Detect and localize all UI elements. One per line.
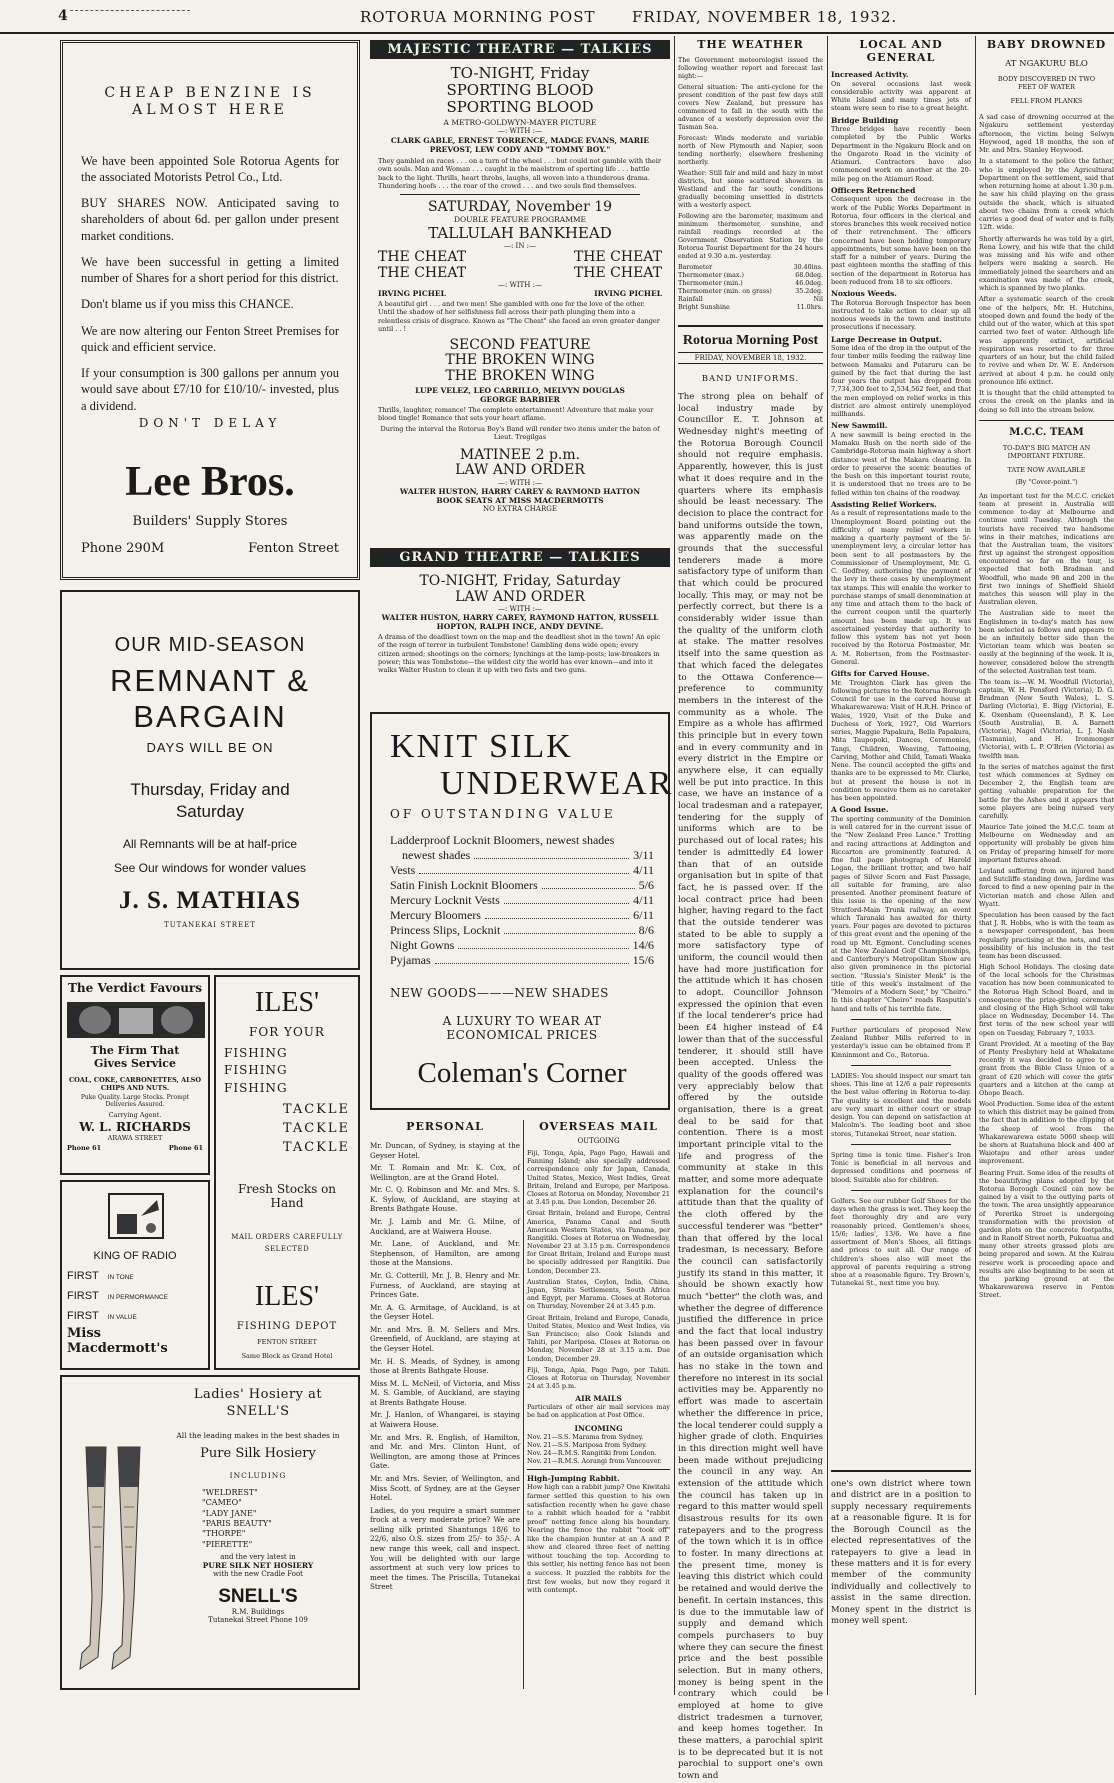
- iles-stocks: Fresh Stocks on Hand: [237, 1181, 337, 1211]
- radio-quality: IN VALUE: [107, 1314, 137, 1321]
- radio-row: [67, 1290, 203, 1302]
- cricket-para: Grant Provided. At a meeting of the Bay of Plenty Presbytery held at Whakatane recently it was decided to agree to a grant from the Bible Class Union of a grant of £20 which will cover the girls' quarters and a kitchen at the camp at Ohope Beach.: [979, 1039, 1114, 1097]
- weather-column: [678, 38, 823, 318]
- grand-film: LAW AND ORDER: [455, 589, 585, 605]
- majestic-law: LAW AND ORDER: [455, 462, 585, 479]
- verdict-firm: The Firm That Gives Service: [90, 1044, 180, 1070]
- editorial-masthead: Rotorua Morning Post: [682, 333, 819, 348]
- overseas-title: OVERSEAS MAIL: [539, 1120, 658, 1133]
- rabbit-text: How high can a rabbit jump? One Kiwitahi farmer settled this question to his own satisfaction recently when he gave chase to a rabbit which headed for a "rabbit proof" netting fence along his boundary. Nearing the fence the rabbit "took off" like the champion hunter at an A and P. show and cleared three feet of netting without touching the top. According to this settler, his netting fence has not been a success. It puzzled the rabbits for the first few weeks, but now they regard it with contempt.: [527, 1483, 670, 1595]
- benzine-headline: CHEAP BENZINE IS ALMOST HERE: [104, 85, 316, 118]
- torn-edge-mark: [70, 10, 190, 18]
- remnant-l3: BARGAIN: [133, 698, 287, 734]
- lee-bros-street: Fenton Street: [248, 540, 339, 556]
- stockinged-legs-icon: [72, 1447, 162, 1687]
- knit-item: Princess Slips, Locknit: [390, 922, 501, 937]
- majestic-blurb: They gambled on races . . . on a turn of the wheel . . . but could not gamble with their own souls. Man and Woman . . . caught in the maelstrom of sporting life . . . battle back to the light. Thrills, heart throbs, laughs, all woven into a thunderous drama. Thundering hoofs . . . the roar of the crowd . . . and two souls find themselves.: [378, 157, 661, 190]
- baby-deck: FELL FROM PLANKS: [1010, 97, 1083, 105]
- benzine-para: We have been successful in getting a limited number of Shares for a short period for this district.: [81, 254, 339, 286]
- snells-brand: "PARIS BEAUTY": [202, 1518, 272, 1528]
- reading-label: Rainfall: [678, 296, 703, 304]
- baby-para: Shortly afterwards he was told by a girl, Rena Lowry, and his wife that the child was missing and his wife and other helpers were making a search. He immediately joined the searchers and an examination was made of the creek, which is spanned by two planks.: [979, 234, 1114, 292]
- iles-fishing: FISHING: [224, 1080, 288, 1095]
- snells-brand: "THORPE": [202, 1529, 246, 1539]
- local-heading: Gifts for Carved House.: [831, 669, 930, 679]
- overseas-airmails: AIR MAILS: [575, 1394, 622, 1404]
- snells-brand: "PIERETTE": [202, 1539, 253, 1549]
- iles-tackle: TACKLE: [282, 1139, 350, 1155]
- radio-quality: IN PERMORMANCE: [107, 1294, 168, 1301]
- personal-title: PERSONAL: [406, 1120, 484, 1133]
- cricket-para: Bearing Fruit. Some idea of the results of the beautifying plans adopted by the Rotorua Borough Council can now be gained by a visit to the outlying parts of the town. The area unsightly appearance of Pererika Street is undergoing transformation with the provision of garden plots on the concrete footpaths, and in Ranolf Street north, Pukuatua and many other streets grassed plots are being prepared and sown. At the Kuirau reserve work is proceeding apace and results are also beginning to be seen at the parking ground at the Whakarewarewa reserve in Fenton Street.: [979, 1168, 1114, 1300]
- cricket-para: Maurice Tate joined the M.C.C. team at Melbourne on Wednesday and an opportunity will probably be given him on Friday of preparing himself for more important fixtures ahead.: [979, 823, 1114, 864]
- majestic-cheat: THE CHEAT: [378, 249, 467, 266]
- knit-price-list: Ladderproof Locknit Bloomers, newest shades newest shades 3/11 Vests 4/11 Satin Finish Locknit Bloomers 5/6 Mercury Locknit Vests 4/11 Mercury Bloomers 6/11 Princess Slips, Locknit 8/6 Night Gowns 14/6 Pyjamas 15/6: [390, 832, 654, 967]
- baby-sub: AT NGAKURU BLO: [1005, 59, 1088, 69]
- local-item: Mr. Troughton Clark has given the following pictures to the Rotorua Borough Council for use in the carved house at Whakarewarewa: Visit of H.R.H. Prince of Wales, 1920, Visit of the Duke and Duchess of York, 1927, Old Warriors series, Maggie Papakura, Bella Papakura, Mita Taupopoki, Dances, Ceremonies, Tangi, Children, Weaving, Tattooing, Carving, Mother and Child, Tamati Waaka Nene. The council accepted the gifts and thanks are to be expressed to Mr. Clarke, but at present the house is not in condition to receive them as no caretaker has been appointed.: [831, 678, 971, 803]
- knit-newgoods: NEW GOODS———NEW SHADES: [390, 985, 609, 1000]
- verdict-title: The Verdict Favours: [67, 981, 203, 995]
- lee-bros-ad: [60, 40, 360, 580]
- snells-cradle: with the new Cradle Foot: [212, 1570, 303, 1579]
- reading-value: 35.2deg.: [795, 288, 823, 296]
- overseas-item: Australian States, Ceylon, India, China, Japan, Straits Settlements, South Africa and Egypt, per Marama. Closes at Rotorua on Thursday, November 24 at 3.45 p.m.: [527, 1277, 670, 1311]
- reading-value: Nil: [813, 296, 823, 304]
- majestic-in: —: IN :—: [503, 242, 537, 251]
- colemans-logo: Coleman's Corner: [417, 1056, 627, 1089]
- remnant-l2: REMNANT &: [109, 663, 310, 698]
- majestic-ad: [370, 40, 670, 530]
- overseas-mail-column: [527, 1120, 670, 1695]
- majestic-with: —: WITH :—: [498, 478, 542, 487]
- iles-name-2: ILES': [254, 1280, 320, 1312]
- iles-fishing-ad: [214, 975, 360, 1370]
- remnant-l1: OUR MID-SEASON: [114, 634, 306, 656]
- knit-price: 4/11: [633, 862, 654, 877]
- richards-phone: Phone 61: [168, 1144, 203, 1153]
- lee-bros-phone: Phone 290M: [81, 540, 165, 556]
- iles-tackle: TACKLE: [282, 1102, 350, 1118]
- majestic-blurb: A beautiful girl . . . and two men! She gambled with one for the love of the other. Until the shadow of her selfishness fell across their path plunging them into a relentless crisis of disgrace. Known as "The Cheat" she faced an even greater danger until . . !: [378, 300, 660, 333]
- grand-cast: WALTER HUSTON, HARRY CAREY, RAYMOND HATTON, RUSSELL HOPTON, RALPH INCE, ANDY DEVINE.: [381, 613, 659, 631]
- majestic-nocharge: NO EXTRA CHARGE: [483, 504, 557, 513]
- majestic-band: During the interval the Rotorua Boy's Band will render two items under the baton of Lieut. Tregilgas: [380, 424, 660, 441]
- issue-date: FRIDAY, NOVEMBER 18, 1932.: [632, 8, 898, 26]
- personal-column: [370, 1120, 520, 1695]
- knit-item: Mercury Bloomers: [390, 907, 481, 922]
- majestic-pichel: IRVING PICHEL: [594, 289, 662, 299]
- reading-value: 30.40ins.: [793, 263, 823, 271]
- iles-street: FENTON STREET: [257, 1337, 317, 1346]
- majestic-matinee: MATINEE 2 p.m.: [459, 447, 581, 464]
- mcc-tate: TATE NOW AVAILABLE: [1007, 465, 1086, 474]
- snells-bldg: R.M. Buildings: [231, 1608, 285, 1617]
- colemans-ad: [370, 712, 674, 1110]
- dont-delay: DON'T DELAY: [138, 415, 282, 430]
- majestic-film: SPORTING BLOOD: [446, 81, 594, 99]
- overseas-inc: Nov. 24—R.M.S. Rangitiki from London.: [527, 1449, 657, 1457]
- weather-general: General situation: The anti-cyclone for the present condition of the past few days still covers New Zealand, but pressure has commenced to fall in the south with the advance of a westerly depression over the Tasman Sea.: [678, 83, 823, 131]
- majestic-cheat: THE CHEAT: [378, 264, 467, 281]
- radio-row: [67, 1310, 203, 1322]
- local-item: Three bridges have recently been completed by the Public Works Department in the Ngakuru Block and on the Ongaroto Road in the vicinity of Atiamuri. Contractors have also commenced work on another at the 20-mile peg on the Atiamuri Road.: [831, 125, 971, 183]
- local-item: Spring time is tonic time. Fisher's Iron Tonic is beneficial in all nervous and depressed conditions and poorness of blood. Suitable also for children.: [831, 1150, 971, 1184]
- editorial-cont: one's own district where town and district are in a position to supply necessary requirements at a reasonable figure. It is for the Borough Council as the elected representatives of the ratepayers to give a lead in these matters and it is for every member of the community individually and collectively to assist in the same direction. Money spent in the district is money well spent.: [831, 1478, 971, 1626]
- local-item: Consequent upon the decrease in the work of the Public Works Department in Rotorua, four officers in the clerical and stores branches this week received notice of their retrenchment. The officers concerned have been holding temporary appointments, but some have been on the staff for a number of years. During the past eighteen months the staffing of this section of the department in Rotorua has been reduced from 18 to six officers.: [831, 195, 971, 286]
- baby-para: After a systematic search of the creek one of the helpers, Mr. H. Hutchins, stooped down and found the body of the child out of the water, which at this spot carried two feet of water. Although life was apparently extinct, artificial respiration was resorted to for three quarters of an hour, but the child failed to revive and when Dr. W. E. Anderson arrived at about 4 p.m. he could only pronounce life extinct.: [979, 295, 1114, 386]
- cricket-para: An important test for the M.C.C. cricket team at present in Australia will commence to-day at Melbourne and continue until Tuesday. Although the tourists have received two handsome wins in their matches, indications are that the Australian team, the visitors' first up against the strongest opposition encountered so far on the tour, is expected that both Bradman and Woodfull, who made 98 and 200 in the first two innings of Sheffield Shield matches this season will play in the Australian eleven.: [979, 491, 1114, 607]
- radio-first: FIRST: [67, 1270, 99, 1282]
- local-heading: Officers Retrenched: [831, 185, 916, 195]
- grand-banner: GRAND THEATRE — TALKIES: [370, 548, 670, 567]
- benzine-para: BUY SHARES NOW. Anticipated saving to shareholders of about 6d. per gallon under present market conditions.: [81, 196, 339, 243]
- local-heading: Large Decrease in Output.: [831, 334, 942, 344]
- majestic-cheat: THE CHEAT: [573, 264, 662, 281]
- benzine-para: If your consumption is 300 gallons per annum you would save about £7/10 for £10/10/- invested, plus a dividend.: [81, 366, 339, 413]
- local-heading: A Good Issue.: [831, 805, 889, 815]
- majestic-cast: LUPE VELEZ, LEO CARRILLO, MELVYN DOUGLAS: [415, 386, 625, 396]
- baby-para: It is thought that the child attempted to cross the creek on the planks and in doing so fell into the stream below.: [979, 389, 1114, 414]
- knit-price: 14/6: [632, 937, 654, 952]
- knit-item: Ladderproof Locknit Bloomers, newest shades: [390, 832, 615, 847]
- majestic-cast: WALTER HUSTON, HARRY CAREY & RAYMOND HATTON: [399, 486, 641, 496]
- cricket-para: Wool Production. Some idea of the extent to which this district may be gained from the fact that in addition to the clipping of the sheep of wool from the Whakarewarewa estate 5060 sheep will be shorn at Ruatahuna block and 400 at Waiotapu and other areas under improvement.: [979, 1100, 1114, 1166]
- mathias-ad: [60, 590, 360, 970]
- radio-first: FIRST: [67, 1290, 99, 1302]
- verdict-agent: Carrying Agent.: [108, 1111, 162, 1120]
- personal-item: Mr. H. S. Meads, of Sydney, is among those at Brents Bathgate House.: [370, 1356, 520, 1376]
- local-item: The Rotorua Borough Inspector has been instructed to take action to clear up all noxious weeds in the town and institute prosecutions if necessary.: [831, 298, 971, 332]
- gramophone-dog-icon: [67, 1188, 205, 1246]
- personal-item: Mr. and Mrs. Sevier, of Wellington, and Miss Scott, of Sydney, are at the Geyser Hotel.: [370, 1473, 520, 1503]
- benzine-text: [81, 153, 339, 414]
- personal-item: Mr. C. Q. Robinson and Mr. and Mrs. S. K. Sylow, of Auckland, are staying at Brents Bathgate House.: [370, 1185, 520, 1214]
- majestic-pichel: IRVING PICHEL: [378, 289, 446, 299]
- reading-label: Bright Sunshine: [678, 304, 730, 312]
- local-heading: Assisting Relief Workers.: [831, 499, 937, 509]
- baby-drowned-column: [979, 38, 1114, 1693]
- coal-bag-icon: [67, 998, 205, 1042]
- iles-mail: MAIL ORDERS CAREFULLY SELECTED: [231, 1233, 343, 1253]
- snells-lead: All the leading makes in the best shades in: [176, 1430, 340, 1440]
- reading-label: Thermometer (min. on grass): [678, 288, 772, 296]
- snells-brand: "WELDREST": [202, 1487, 258, 1497]
- remnant-l4: DAYS WILL BE ON: [146, 740, 274, 756]
- snells-addr: Tutanekai Street Phone 109: [208, 1616, 308, 1625]
- overseas-inc: Nov. 21—S.S. Marama from Sydney.: [527, 1432, 644, 1441]
- majestic-tonight: TO-NIGHT, Friday: [450, 64, 590, 82]
- snells-logo: SNELL'S: [218, 1586, 298, 1608]
- richards-phone: Phone 61: [67, 1144, 102, 1153]
- editorial-title: BAND UNIFORMS.: [701, 374, 800, 384]
- personal-item: Mr. Lane, of Auckland, and Mr. Stephenson, of Hamilton, are among those at the Mansions.: [370, 1239, 520, 1268]
- iles-fishing: FISHING: [224, 1063, 288, 1078]
- grand-tonight: TO-NIGHT, Friday, Saturday: [419, 573, 621, 589]
- knit-item: Night Gowns: [390, 937, 455, 952]
- benzine-para: We are now altering our Fenton Street Premises for quick and efficient service.: [81, 323, 339, 354]
- personal-item: Miss M. L. McNeil, of Victoria, and Miss M. S. Gamble, of Auckland, are staying at Brents Bathgate House.: [370, 1378, 520, 1407]
- knit-item: Mercury Locknit Vests: [390, 892, 500, 907]
- mcc-sub: TO-DAY'S BIG MATCH AN IMPORTANT FIXTURE.: [1002, 443, 1091, 460]
- radio-row: [67, 1270, 203, 1282]
- knit-price: 4/11: [633, 892, 654, 907]
- baby-title: BABY DROWNED: [986, 38, 1107, 51]
- baby-para: In a statement to the police the father, who is employed by the Agricultural Department on the settlement, said that when returning home at about 1.30 p.m. he saw his child playing on the grass outside the shack, which is situated about two chains from a creek which carries a good deal of water and is fully 12ft. wide.: [979, 157, 1114, 232]
- editorial-continuation: [831, 1470, 971, 1695]
- local-item: LADIES: You should inspect our smart tan shoes. This line at 12/6 a pair represents the best value offering in Rotorua to-day. The quality is excellent and the models are very smart in either court or strap design. You can depend on satisfaction at Malcolm's. The leading boot and shoe stores, Tutanekai Street, near station.: [831, 1071, 971, 1138]
- local-heading: Increased Activity.: [831, 70, 909, 79]
- iles-block: Same Block as Grand Hotel: [241, 1351, 333, 1360]
- cricket-para: The team is:—W. M. Woodfull (Victoria), captain, W. H. Ponsford (Victoria), D. G. Bradman (New South Wales), L. S. Darling (Victoria), E. Bigg (Victoria), E. K. Oxenham (Queensland), P. K. Lee (South Australia), B. A. Barnett (Victoria), Nagel (Victoria), L. J. Nash (Tasmania), and H. Ironmonger (Victoria), with L. P. O'Brien (Victoria) as twelfth man.: [979, 677, 1114, 760]
- knit-price: 15/6: [632, 952, 654, 967]
- reading-label: Thermometer (max.): [678, 271, 744, 279]
- personal-item: Mr. and Mrs. R. English, of Hamilton, and Mr. and Mrs. Clinton Hunt, of Wellington, are among those at Princes Gate.: [370, 1432, 520, 1471]
- knit-price: 8/6: [638, 922, 654, 937]
- snells-title: Ladies' Hosiery at SNELL'S: [193, 1387, 323, 1419]
- grand-with: —: WITH :—: [498, 605, 542, 613]
- knit-sub: OF OUTSTANDING VALUE: [390, 806, 616, 821]
- cricket-para: The Australian side to meet the Englishmen in to-day's match has now been selected as follows and appears to be an infinitely better side than the Victorian team which was beaten so easily at the beginning of the week. It is, however, considered below the strength of the selected Australian test team.: [979, 609, 1114, 675]
- cricket-para: Leyland suffering from an injured hand and Sutcliffe standing down, Jardine was forced to find a new opening pair in the Victorian match and chose Allen and Wyatt.: [979, 867, 1114, 908]
- radio-quality: IN TONE: [107, 1274, 134, 1281]
- weather-obs: Following are the barometer, maximum and minimum thermometer, sunshine, and rainfall readings recorded at the Government Observation Station by the Rotorua Tourist Department for the 24 hours ended at 9.30 a.m. yesterday.: [678, 212, 823, 260]
- weather-forecast: Forecast: Winds moderate and variable north of New Plymouth and Napier, soon tending northerly; elsewhere freshening northerly.: [678, 134, 823, 166]
- overseas-outgoing: OUTGOING: [577, 1137, 620, 1145]
- snells-pure: PURE SILK NET HOSIERY: [202, 1561, 314, 1571]
- personal-item: Mr. Duncan, of Sydney, is staying at the Geyser Hotel.: [370, 1141, 520, 1160]
- overseas-item: Great Britain, Ireland and Europe, Canada, United States, Mexico and West Indies, via San Francisco; also Cook Islands and Tahiti, per Mariposa. Closes at Rotorua on Monday, November 28 at 3.15 a.m. Due London, December 29.: [527, 1313, 670, 1363]
- majestic-double: DOUBLE FEATURE PROGRAMME: [453, 215, 587, 225]
- reading-label: Barometer: [678, 263, 713, 271]
- cricket-para: Speculation has been caused by the fact that J. R. Hobbs, who is with the team as a newspaper correspondent, has been regularly practising at the nets, and the possibility of his inclusion in the test team has been discussed.: [979, 910, 1114, 960]
- reading-value: 68.0deg.: [795, 271, 823, 279]
- personal-item: Mr. and Mrs. B. M. Sellers and Mrs. Greenfield, of Auckland, are staying at the Geyser Hotel.: [370, 1324, 520, 1353]
- local-item: The sporting community of the Dominion is well catered for in the current issue of the "New Zealand Free Lance." Trotting and racing attractions at Addington and Riccarton are prominently featured. A fine full page photograph of Harold Logan, the brilliant trotter, and two half pages of Silver Scorn and Fast Passage, all suitable for framing, are also presented. Another prominent feature of this issue is the opening of the new Stratford-Main Trunk railway, an event which Taranaki has awaited for thirty years. Four pages are devoted to pictures of this great event and the opening of the road up Mt. Egmont. Concluding scenes at the New Zealand Golf Championships, and Canterbury's Metropolitan Show are also given prominence in the pictorial section. "Russia's Sinister Menk" is the title of this week's instalment of the "Memoirs of a Modern Seer," by "Cheiro." In this chapter "Cheiro" reads Rasputin's hand and tells of his terrible fate.: [831, 814, 971, 1013]
- local-item: As a result of representations made to the Unemployment Board pointing out the difficulty of many relief workers in making a quarterly payment of the 5/- unemployment levy, a circular letter has been sent to all postmasters by the Commissioner of Unemployment, Mr. G. C. Godfrey, authorising the payment of the levy in these cases by unemployment tax stamps. This will enable the worker to purchase stamps of small denomination at any time and attach them to the back of the current coupon until the quarterly amount has been made up. It was ascertained yesterday that authority to follow this system has not yet been received by the Rotorua Postmaster, Mr. A. M. Robertson, from the Postmaster-General.: [831, 509, 971, 666]
- majestic-with: —: WITH :—: [498, 281, 542, 290]
- knit-item: Vests: [390, 862, 416, 877]
- editorial-body: The strong plea on behalf of local industry made by Councillor E. T. Johnson at Wednesday night's meeting of the Rotorua Borough Council should not require emphasis. Apparently, however, this is just what it does require and in the quarters where its emphasis should be least necessary. The decision to place the contract for band uniforms outside the town, was apparently made on the grounds that the successful tenderers made a more satisfactory type of uniform than that which could be procured locally. This may, or may not be perfectly correct, but there is a considerably wider issue than the quality of the uniform cloth at stake. The matter resolves itself into the same question as that which faced the delegates to the Ottawa Conference—preference to community members in the interest of the community as a whole. The Empire as a whole has affirmed this principle but in every town and in every community and in every district in the Empire or anywhere else, it can equally well be put into practice. In this case, we have an instance of a local tradesman and a ratepayer, tendering for the supply of uniforms which are to be purchased out of local rates; his tender is admittedly £4 lower than that of an outside organisation but in spite of that fact, he is passed over. If the local contract price had been higher, having regard to the fact that the outside tenderer was stated to be able to supply a more satisfactory type of uniform, the council would then have had more justification for the attitude which it has chosen to adopt. Councillor Johnson expressed the opinion that even if the local tenderer's price had been £4 higher instead of £4 lower than that of the successful tenderer, it should still have been accepted. Unless the quality of the goods offered was very appreciably below that offered by the outside organisation, there is a great deal to be said for that contention. There is a most important principle vital to the life and progress of the community at stake in this matter, and some more adequate explanation for the council's attitude than that the quality of the cloth offered by the successful tenderer was "better" than that offered by the local tradesman, is necessary. Before the council can satisfactorily justify its stand in this matter, it should be shown exactly how much "better" the cloth was, and whether the degree of difference justified the difference in price and the fact that local industry has been passed over in favour of an outside organisation which has no stake in the town and therefore no interest in its social activities may be. Apparently no effort was made to ascertain whether the difference in price, the local tenderer could supply a higher grade of cloth. Enquiries in this direction might well have been made without prejudicing the council in any way. An extension of the attitude which the council has taken up in regard to this matter would spell disastrous results for its own ratepayers and to the progress of the town which it is in office to foster. In many directions at the present time, money is leaving this district which could be retained and would derive the benefit. In certain instances, this is due to the immutable law of supply and demand which compels purchasers to buy where they can secure the finest price and the best possible selection. But in many others, money is being spent in the contrary which could be employed at home to give district tradesmen a turnover, and keep homes together. In these matters, a parochial spirit is to be deprecated but it is not parochial to support one's own town and: [678, 392, 823, 1782]
- local-title: LOCAL AND GENERAL: [859, 38, 943, 64]
- reading-value: 46.0deg.: [795, 279, 823, 287]
- lee-bros-sub: Builders' Supply Stores: [132, 513, 288, 529]
- majestic-cast: CLARK GABLE, ERNEST TORRENCE, MADGE EVANS, MARIE PREVOST, LEW CODY AND "TOMMY BOY.": [390, 136, 650, 154]
- majestic-cheat: THE CHEAT: [573, 249, 662, 266]
- knit-price: 3/11: [633, 847, 654, 862]
- snells-brand: "LADY JANE": [202, 1508, 257, 1518]
- snells-brand: "CAMEO": [202, 1498, 242, 1508]
- baby-deck: BODY DISCOVERED IN TWO FEET OF WATER: [997, 75, 1096, 91]
- local-item: Some idea of the drop in the output of the four timber mills feeding the railway line between Mamaku and Putaruru can be gained by the fact that during the last four years the output has dropped from 7,734,300 feet to 2,534,562 feet, and that the men employed on relief works in this district are almost entirely unemployed millhands.: [831, 344, 971, 419]
- radio-title: KING OF RADIO: [93, 1250, 177, 1262]
- verdict-sub: Puke Quality. Large Stocks. Prompt Deliveries Assured.: [80, 1094, 190, 1109]
- snells-including: INCLUDING: [229, 1470, 287, 1480]
- knit-item: Pyjamas: [390, 952, 431, 967]
- knit-price: 6/11: [633, 907, 654, 922]
- knit-title: KNIT SILK: [390, 728, 573, 765]
- local-general-column: [831, 38, 971, 1288]
- local-heading: New Sawmill.: [831, 421, 888, 431]
- local-item: On several occasions last week considerable activity was apparent at White Island and many times jets of steam were seen to rise to a great height.: [831, 79, 971, 113]
- local-heading: Noxious Weeds.: [831, 289, 897, 299]
- personal-item: Mr. J. Hanlon, of Whangarei, is staying at Waiwera House.: [370, 1410, 520, 1430]
- richards-ad: [60, 975, 210, 1175]
- overseas-item: Great Britain, Ireland and Europe, Central America, Panama Canal and South American Western States, via Panama, per Rangitiki. Closes at Rotorua on Wednesday, November 23 at 3.15 p.m. Correspondence for Great Britain, Ireland and Europe must be specially addressed per Rangitiki. Due London, December 23.: [527, 1209, 670, 1275]
- macdermott-radio-ad: [60, 1180, 210, 1370]
- remnant-l7: See Our windows for wonder values: [113, 861, 307, 876]
- cricket-para: High School Holidays. The closing date of the local schools for the Christmas vacation has now been communicated to the Rotorua High School Board, and in consequence the prize-giving ceremony and closing of the High School will take place on Wednesday, December 14. The first term of the new school year will open on Tuesday, February 7, 1933.: [979, 963, 1114, 1037]
- local-item: Further particulars of proposed New Zealand Rubber Mills referred to in yesterday's issue can be obtained from P. Kinninmont and Co., Rotorua.: [831, 1025, 971, 1059]
- personal-item: Mr. J. Lamb and Mr. G. Milne, of Auckland, are at Waiwera House.: [370, 1217, 520, 1236]
- mathias-logo: J. S. MATHIAS: [118, 887, 301, 915]
- majestic-second: SECOND FEATURE: [449, 337, 591, 354]
- editorial-date: FRIDAY, NOVEMBER 18, 1932.: [678, 352, 823, 364]
- weather-intro: The Government meteorologist issued the following weather report and forecast last night:—: [678, 57, 823, 80]
- richards-street: ARAWA STREET: [107, 1134, 163, 1143]
- local-item: Golfers. See our rubber Golf Shoes for the days when the grass is wet. They keep the feet thoroughly dry and are very reasonably priced. Gentlemen's shoes, 15/6; ladies', 13/6. We have a fine assortment of Men's Shoes, all fittings and prices to suit all. Our range of children's shoes also will meet the approval of parents requiring a strong shoe at a reasonable figure. Try Brown's, Tutanekai St., next time you buy.: [831, 1196, 971, 1288]
- snells-silk: Pure Silk Hosiery: [200, 1445, 316, 1461]
- paper-name: ROTORUA MORNING POST: [360, 8, 596, 26]
- benzine-para: Don't blame us if you miss this CHANCE.: [81, 297, 294, 312]
- cricket-para: In the series of matches against the first test which commences at Sydney on December 2, the English team are getting valuable preparation for the battle for the Ashes and it appears that some players are being nursed very carefully.: [979, 762, 1114, 820]
- knit-luxury: A LUXURY TO WEAR AT ECONOMICAL PRICES: [442, 1013, 602, 1043]
- iles-name: ILES': [254, 987, 320, 1018]
- verdict-goods: COAL, COKE, CARBONETTES, ALSO CHIPS AND NUTS.: [68, 1076, 202, 1093]
- knit-item: Satin Finish Locknit Bloomers: [390, 877, 538, 892]
- radio-brand: Miss Macdermott's: [67, 1326, 168, 1356]
- editorial-column: [678, 325, 823, 1782]
- majestic-book: BOOK SEATS AT MISS MACDERMOTTS: [436, 495, 604, 505]
- majestic-wing: THE BROKEN WING: [445, 367, 595, 384]
- mcc-title: M.C.C. TEAM: [1009, 426, 1084, 438]
- weather-title: THE WEATHER: [697, 38, 804, 51]
- personal-item: Mr. G. Cotterill, Mr. J. B. Henry and Mr. Furness, of Auckland, are staying at Princes Gate.: [370, 1270, 520, 1300]
- weather-readings: [678, 264, 823, 313]
- mcc-byline: (By "Cover-point."): [1015, 477, 1078, 486]
- overseas-incoming: INCOMING: [574, 1423, 623, 1433]
- remnant-l6: All Remnants will be at half-price: [122, 837, 298, 852]
- personal-item: Mr. T. Romain and Mr. K. Cox, of Wellington, are at the Grand Hotel.: [370, 1163, 520, 1182]
- majestic-cast: GEORGE BARBIER: [480, 395, 560, 405]
- local-item: A new sawmill is being erected in the Mamaku Bush on the north side of the Cambridge-Rotorua main highway a short distance west of the Makara clearing. In order to preserve the scenic beauties of the bush on this important tourist route, it is understood that no trees are to be felled within ten chains of the roadway.: [831, 430, 971, 497]
- personal-item: Mr. A. G. Armitage, of Auckland, is at the Geyser Hotel.: [370, 1302, 520, 1322]
- radio-first: FIRST: [67, 1310, 99, 1322]
- iles-depot: FISHING DEPOT: [236, 1320, 338, 1332]
- overseas-air: Particulars of other air mail services may be had on application at Post Office.: [527, 1403, 670, 1420]
- personal-item: Ladies, do you require a smart summer frock at a very moderate price? We are selling silk printed Shantungs 18/6 to 22/6, also O.S. sizes from 25/- to 35/-. A new range this week, call and inspect. You will be delighted with our large assortment at such very low prices to meet the times. The Priscilla, Tutanekai Street: [370, 1505, 520, 1592]
- majestic-saturday: SATURDAY, November 19: [427, 199, 613, 216]
- knit-price: 5/6: [638, 877, 654, 892]
- weather-weather: Weather: Still fair and mild and hazy in most districts, but some scattered showers in Westland and the far south; conditions gradually becoming unsettled in districts with a westerly aspect.: [678, 169, 823, 209]
- overseas-inc: Nov. 21—R.M.S. Aorangi from Vancouver.: [527, 1457, 662, 1466]
- overseas-item: Fiji, Tonga, Apia, Pago Pago, Hawaii and Fanning Island; also specially addressed correspondence only for Japan, Canada, United States, Mexico, West Indies, Great Britain, Ireland and Europe, per Mariposa. Closes at Rotorua on Monday, November 21 at 3.45 p.m. Due London, December 26.: [527, 1149, 670, 1207]
- benzine-para: We have been appointed Sole Rotorua Agents for the associated Motorists Petrol Co., Ltd.: [81, 153, 339, 184]
- overseas-item: Fiji, Tonga, Apia, Pago Pago, per Tahiti. Closes at Rotorua on Thursday, November 24 at 3.45 p.m.: [527, 1365, 670, 1391]
- richards-name: W. L. RICHARDS: [79, 1120, 191, 1135]
- snells-newest: and the very latest in: [220, 1553, 296, 1562]
- majestic-blurb: Thrills, laughter, romance! The complete entertainment! Adventure that make your blood tingle! Romance that sets your heart aflame.: [378, 406, 654, 423]
- overseas-inc: Nov. 21—S.S. Mariposa from Sydney.: [527, 1440, 647, 1449]
- reading-label: Thermometer (min.): [678, 279, 743, 287]
- grand-blurb: A drama of the deadliest town on the map and the deadliest shot in the town! An epic of the reign of terror in turbulent Tombstone! Gambling dens wide open; every citizen armed; shootings on the corners; lynchings at the lamp-posts; law-breakers in power; this was Tombstone—the wildest city the world has ever known—and into it walks Walter Huston to clean it up with two fists and two guns.: [378, 633, 661, 675]
- majestic-mgm: A METRO-GOLDWYN-MAYER PICTURE: [443, 118, 597, 127]
- baby-para: A sad case of drowning occurred at the Ngakuru settlement yesterday afternoon, the victim being Selwyn Heywood, aged 18 months, the son of Mr. and Mrs. Stanley Heywood.: [979, 113, 1114, 154]
- majestic-wing: THE BROKEN WING: [445, 352, 595, 369]
- grand-ad: [370, 548, 670, 698]
- majestic-star: TALLULAH BANKHEAD: [428, 224, 612, 243]
- local-heading: Bridge Building: [831, 115, 899, 125]
- iles-fishing: FISHING: [224, 1046, 288, 1060]
- majestic-with: —: WITH :—: [498, 127, 542, 135]
- lee-bros-logo: Lee Bros.: [125, 458, 295, 505]
- remnant-l5: Thursday, Friday and Saturday: [130, 780, 290, 822]
- snells-ad: [60, 1375, 360, 1690]
- iles-for: FOR YOUR: [249, 1025, 325, 1039]
- majestic-film: SPORTING BLOOD: [446, 97, 594, 116]
- page-number: 4: [58, 8, 68, 24]
- majestic-banner: MAJESTIC THEATRE — TALKIES: [370, 40, 670, 59]
- masthead: [0, 0, 1114, 34]
- rabbit-title: High-Jumping Rabbit.: [527, 1474, 620, 1484]
- mathias-street: TUTANEKAI STREET: [164, 921, 256, 930]
- iles-tackle: TACKLE: [282, 1121, 350, 1137]
- reading-value: 11.0hrs.: [796, 304, 823, 312]
- knit-title: UNDERWEAR: [440, 765, 674, 803]
